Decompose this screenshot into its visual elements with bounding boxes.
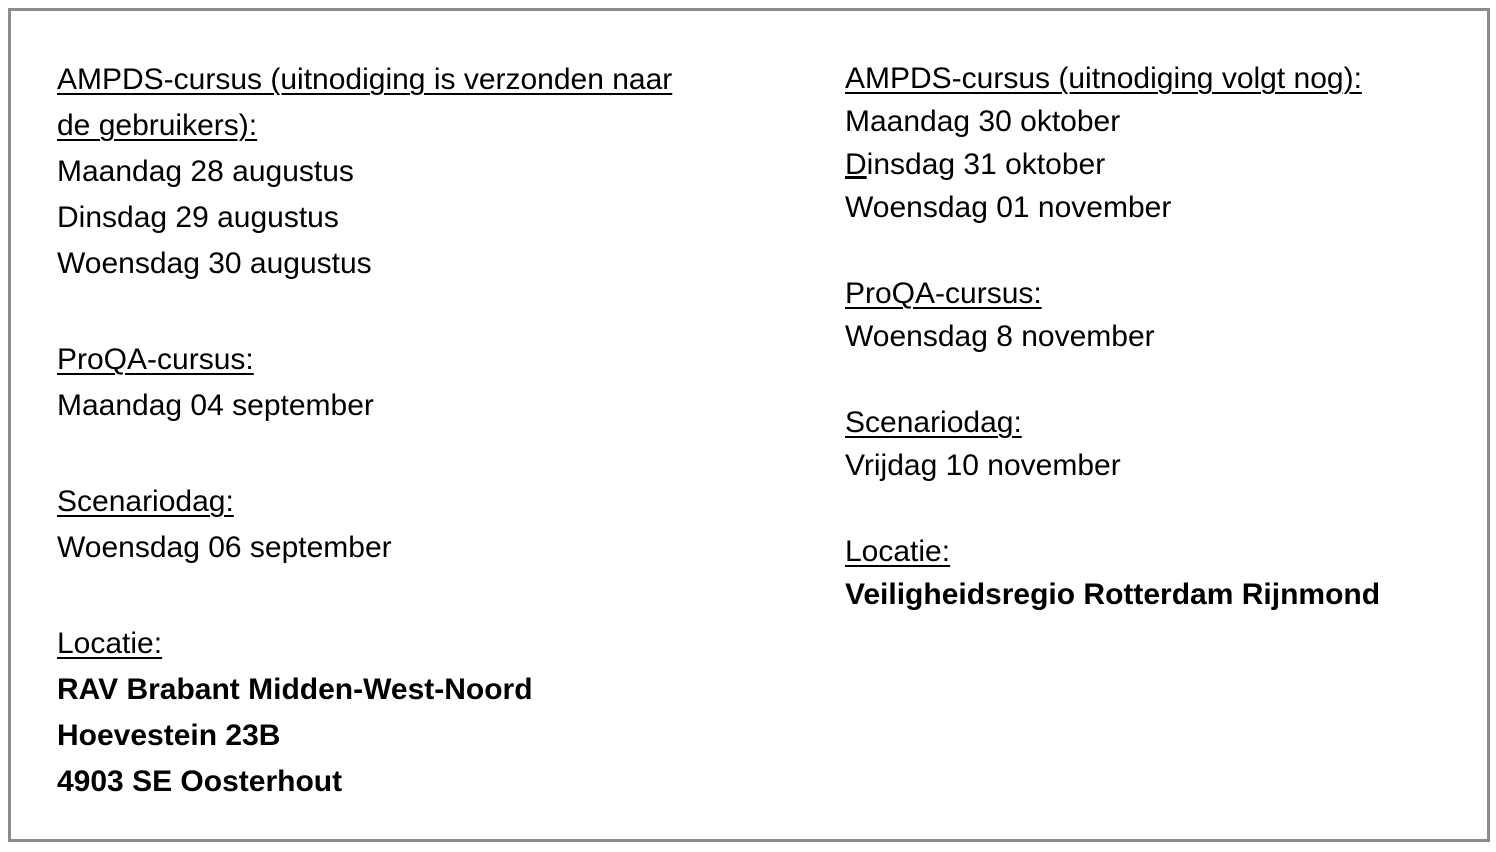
ampds-date: Dinsdag 31 oktober [845, 148, 1106, 181]
ampds-heading-line1: AMPDS-cursus (uitnodiging is verzonden naar [57, 63, 673, 96]
location-heading: Locatie: [845, 535, 951, 568]
scenario-heading: Scenariodag: [845, 406, 1022, 439]
ampds-heading-line2: de gebruikers): [57, 109, 258, 142]
scenario-date: Vrijdag 10 november [845, 449, 1121, 482]
ampds-date: Maandag 28 augustus [57, 155, 354, 188]
location-line: RAV Brabant Midden-West-Noord [57, 673, 533, 706]
left-column [57, 57, 757, 805]
proqa-date: Woensdag 8 november [845, 320, 1155, 353]
ampds-date: Maandag 30 oktober [845, 105, 1121, 138]
right-column [845, 57, 1465, 616]
location-heading: Locatie: [57, 627, 163, 660]
proqa-date: Maandag 04 september [57, 389, 374, 422]
location-line: 4903 SE Oosterhout [57, 765, 343, 798]
location-line: Veiligheidsregio Rotterdam Rijnmond [845, 578, 1381, 611]
ampds-date: Woensdag 30 augustus [57, 247, 372, 280]
location-line: Hoevestein 23B [57, 719, 281, 752]
scenario-date: Woensdag 06 september [57, 531, 392, 564]
document-frame [8, 8, 1490, 842]
proqa-heading: ProQA-cursus: [57, 343, 254, 376]
proqa-heading: ProQA-cursus: [845, 277, 1042, 310]
scenario-heading: Scenariodag: [57, 485, 234, 518]
ampds-date: Woensdag 01 november [845, 191, 1172, 224]
ampds-date: Dinsdag 29 augustus [57, 201, 339, 234]
ampds-heading: AMPDS-cursus (uitnodiging volgt nog): [845, 62, 1362, 95]
